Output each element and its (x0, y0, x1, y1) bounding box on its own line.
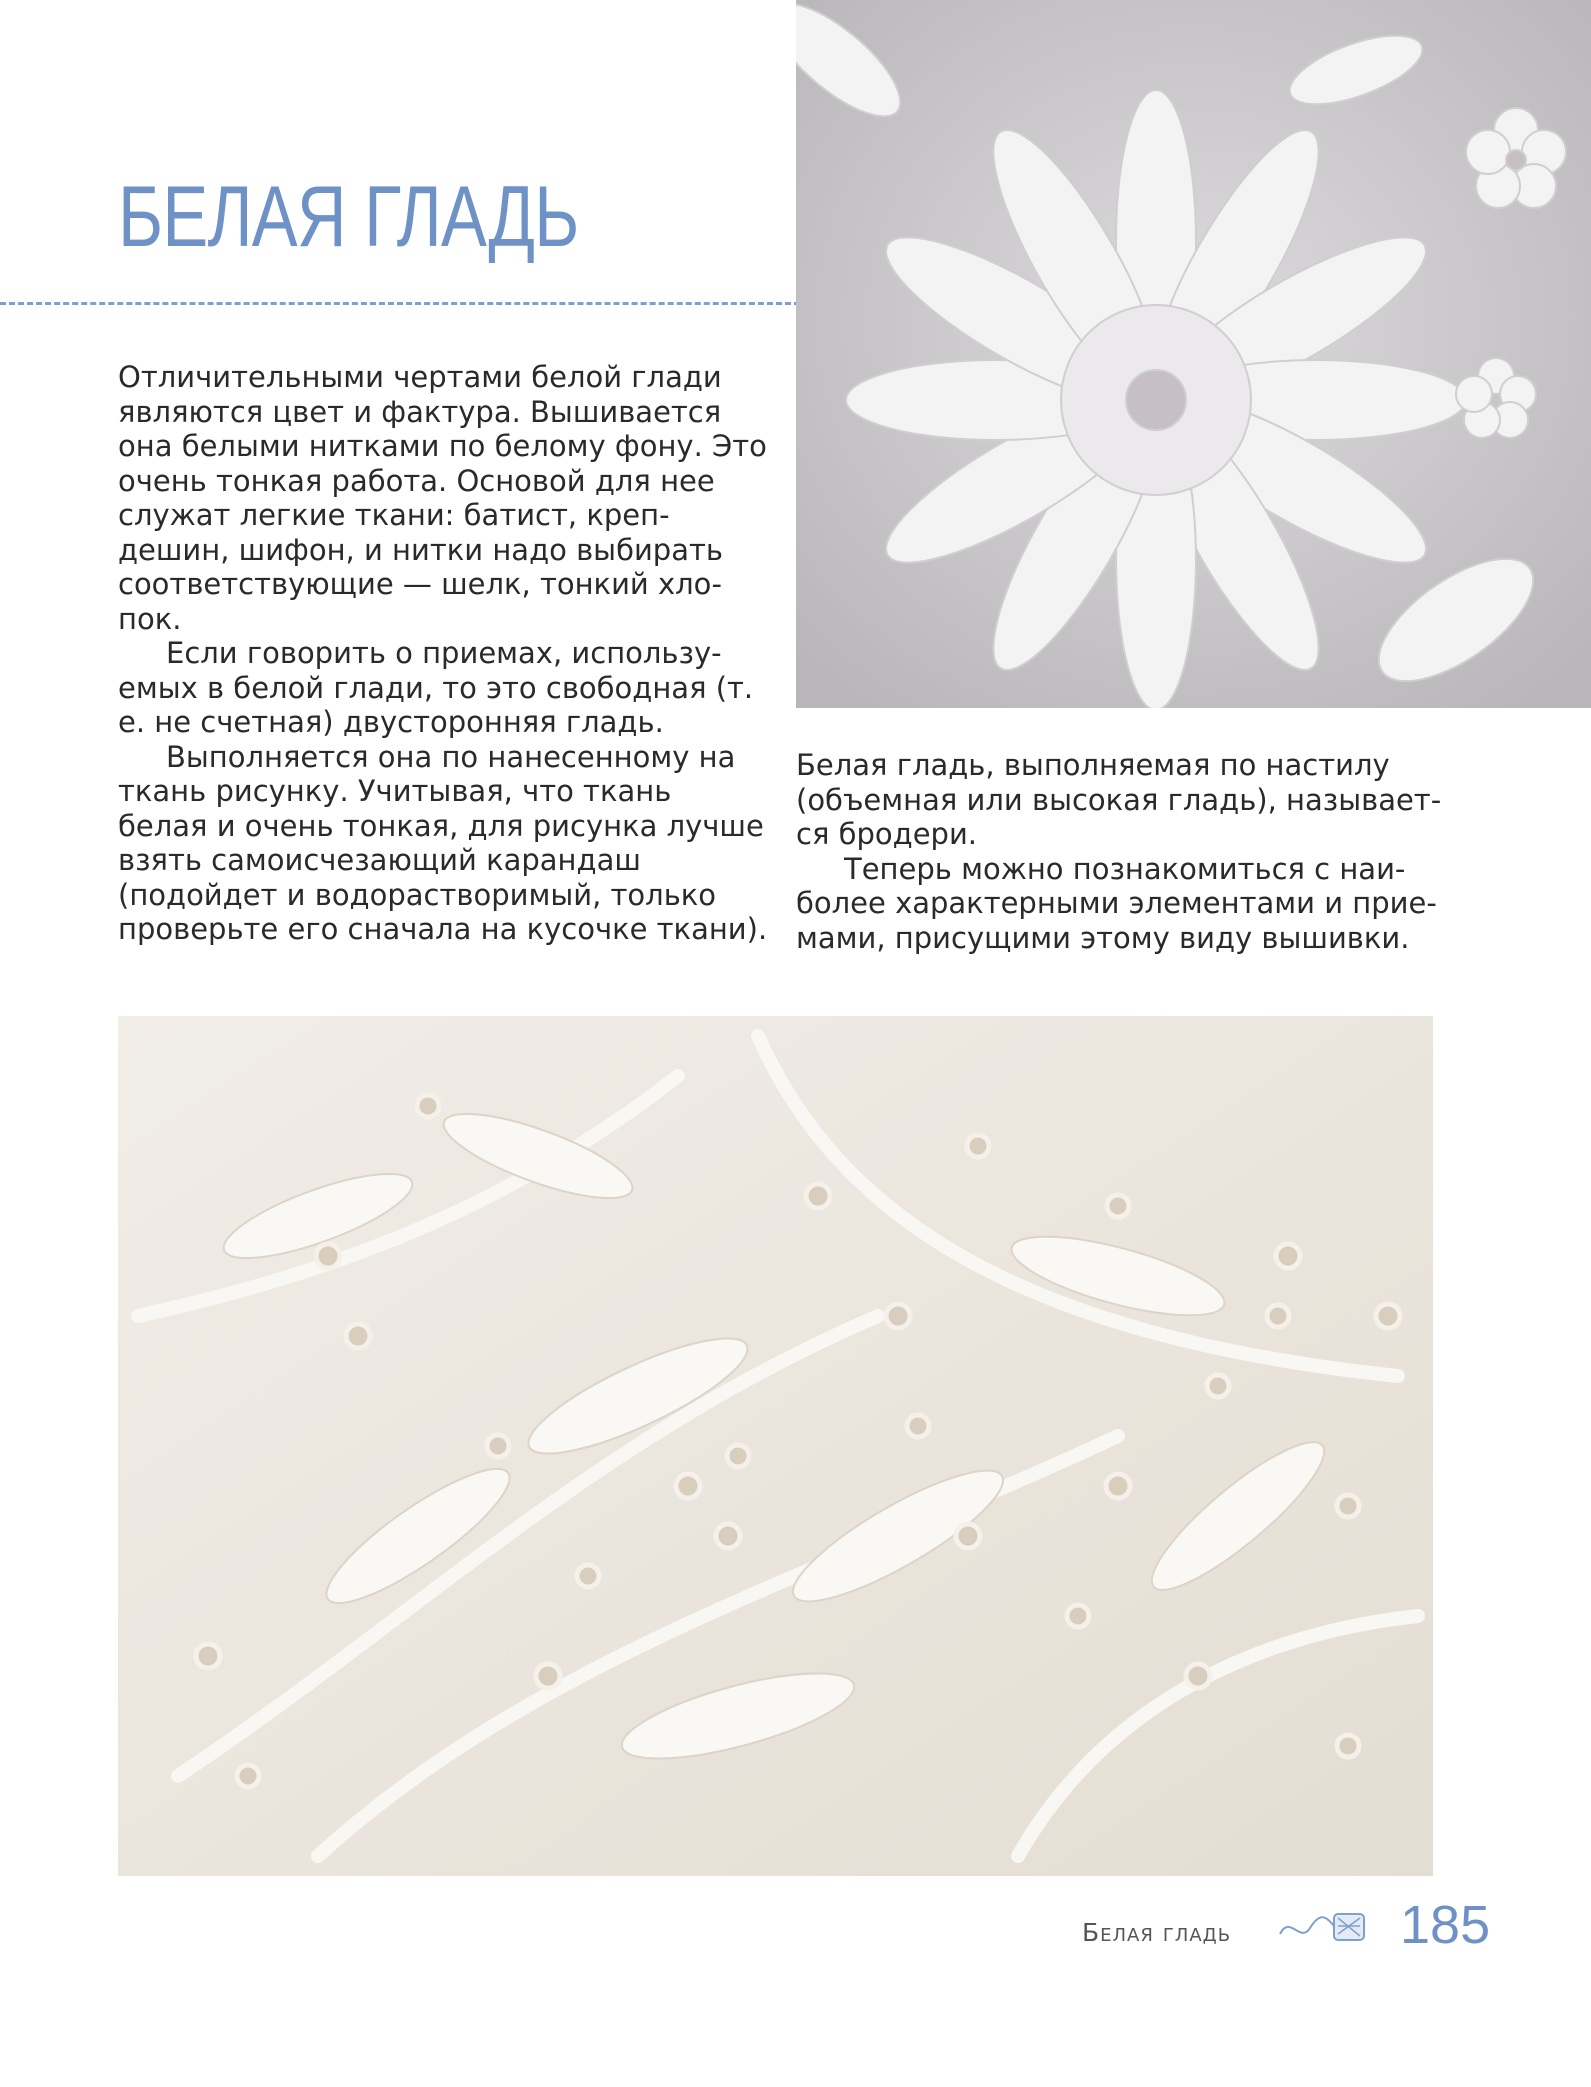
photo-broderie-anglaise (118, 1016, 1433, 1876)
paragraph: Белая гладь, выполняемая по настилу (объемная или высокая гладь), называется бродери. (796, 748, 1442, 851)
photo-white-embroidery-flower (796, 0, 1591, 708)
paragraph: Если говорить о приемах, используемых в белой глади, то это свободная (т. е. не счетная) двусторонняя гладь. (118, 636, 754, 739)
dashed-divider (0, 302, 800, 305)
page-number: 185 (1400, 1895, 1491, 1955)
page-title: БЕЛАЯ ГЛАДЬ (118, 169, 579, 265)
paragraph: Отличительными чертами белой глади являются цвет и фактура. Вышивается она белыми нитками по белому фону. Это очень тонкая работа. Основой для нее служат легкие ткани: батист, крепдешин, шифон, и нитки надо выбирать соответствующие — шелк, тонкий хлопок. (118, 360, 767, 636)
running-footer-section: Белая гладь (1082, 1918, 1232, 1947)
body-text-right (796, 748, 1446, 955)
paragraph: Теперь можно познакомиться с наиболее характерными элементами и приемами, присущими этому виду вышивки. (796, 851, 1437, 955)
body-text-left (118, 360, 768, 947)
paragraph: Выполняется она по нанесенному на ткань рисунку. Учитывая, что ткань белая и очень тонкая, для рисунка лучше взять самоисчезающий карандаш (подойдет и водорастворимый, только проверьте его сначала на кусочке ткани). (118, 739, 768, 946)
thread-spool-icon (1278, 1904, 1370, 1948)
